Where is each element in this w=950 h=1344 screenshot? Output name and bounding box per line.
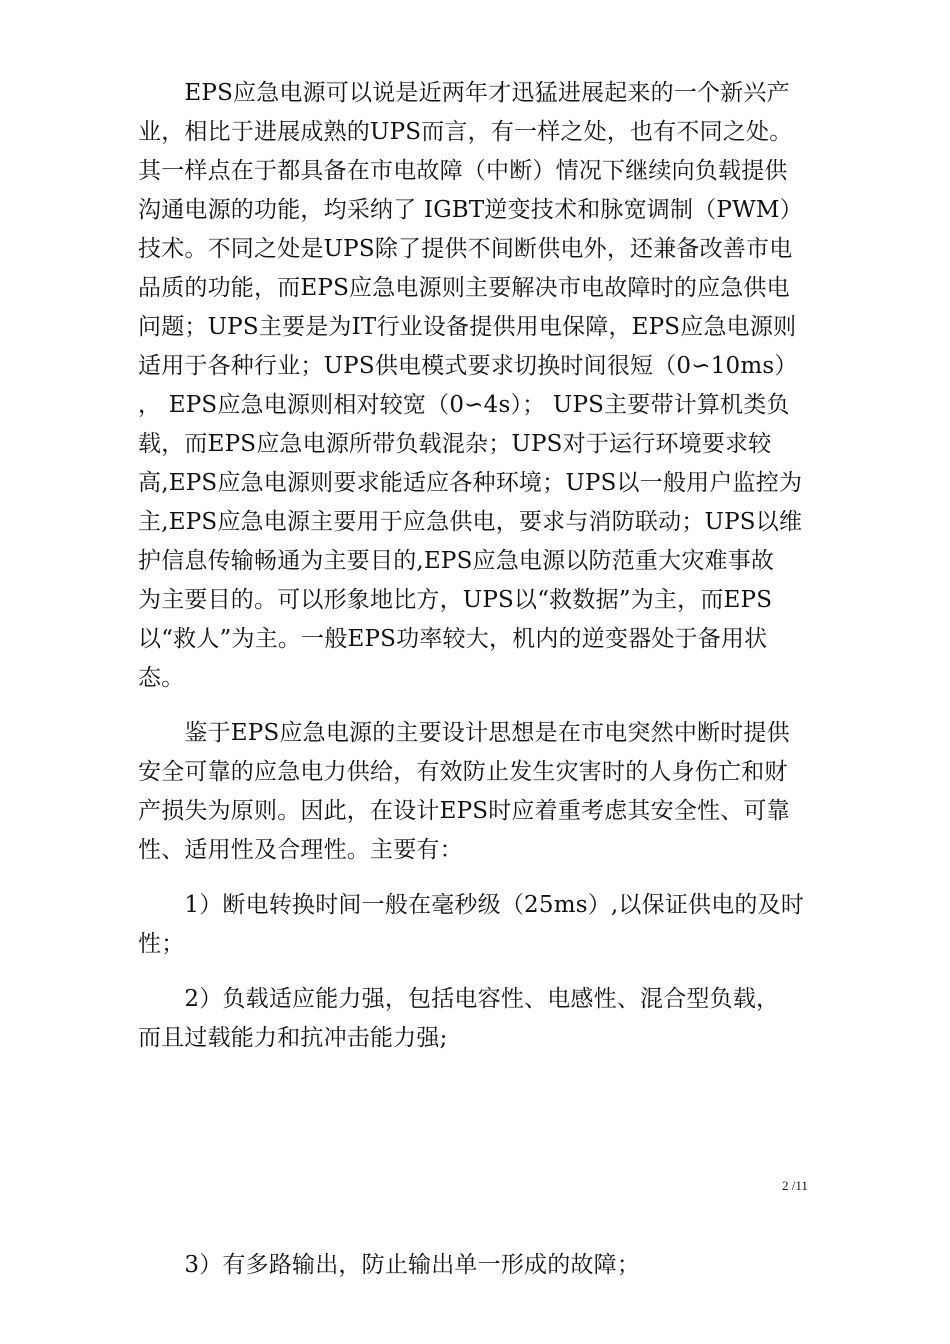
page-number: 2 /11 [782,1178,808,1193]
text-line: 性、适用性及合理性。主要有： [138,837,463,863]
text-line: 主,EPS应急电源主要用于应急供电，要求与消防联动；UPS以维 [138,509,803,535]
text-line: 性； [138,931,185,957]
text-line: 态。 [138,665,185,691]
text-line: 载，而EPS应急电源所带负载混杂；UPS对于运行环境要求较 [138,431,772,457]
text-line: 问题；UPS主要是为IT行业设备提供用电保障，EPS应急电源则 [138,314,797,340]
text-line: 而且过载能力和抗冲击能力强; [138,1025,448,1051]
text-line: ， EPS应急电源则相对较宽（0∽4s）； UPS主要带计算机类负 [138,392,790,418]
text-line: 2）负载适应能力强，包括电容性、电感性、混合型负载， [138,986,780,1012]
text-line: 技术。不同之处是UPS除了提供不间断供电外，还兼备改善市电 [138,236,793,262]
text-line: 业，相比于进展成熟的UPS而言，有一样之处，也有不同之处。 [138,119,793,145]
text-line: 护信息传输畅通为主要目的,EPS应急电源以防范重大灾难事故 [138,548,775,574]
text-line: 适用于各种行业；UPS供电模式要求切换时间很短（0∽10ms） [138,353,798,379]
text-line: 鉴于EPS应急电源的主要设计思想是在市电突然中断时提供 [138,720,790,746]
text-line: EPS应急电源可以说是近两年才迅猛进展起来的一个新兴产 [138,80,790,106]
text-line: 安全可靠的应急电力供给，有效防止发生灾害时的人身伤亡和财 [138,759,788,785]
text-line: 品质的功能，而EPS应急电源则主要解决市电故障时的应急供电 [138,275,790,301]
text-line: 以“救人”为主。一般EPS功率较大，机内的逆变器处于备用状 [138,626,768,652]
text-line: 为主要目的。可以形象地比方，UPS以“救数据”为主，而EPS [138,587,773,613]
text-line: 沟通电源的功能，均采纳了 IGBT逆变技术和脉宽调制（PWM） [138,197,803,223]
text-line: 产损失为原则。因此，在设计EPS时应着重考虑其安全性、可靠 [138,798,790,824]
text-line: 其一样点在于都具备在市电故障（中断）情况下继续向负载提供 [138,158,788,184]
text-line: 3）有多路输出，防止输出单一形成的故障； [138,1252,641,1278]
text-line: 1）断电转换时间一般在毫秒级（25ms）,以保证供电的及时 [138,892,805,918]
text-line: 高,EPS应急电源则要求能适应各种环境；UPS以一般用户监控为 [138,470,803,496]
